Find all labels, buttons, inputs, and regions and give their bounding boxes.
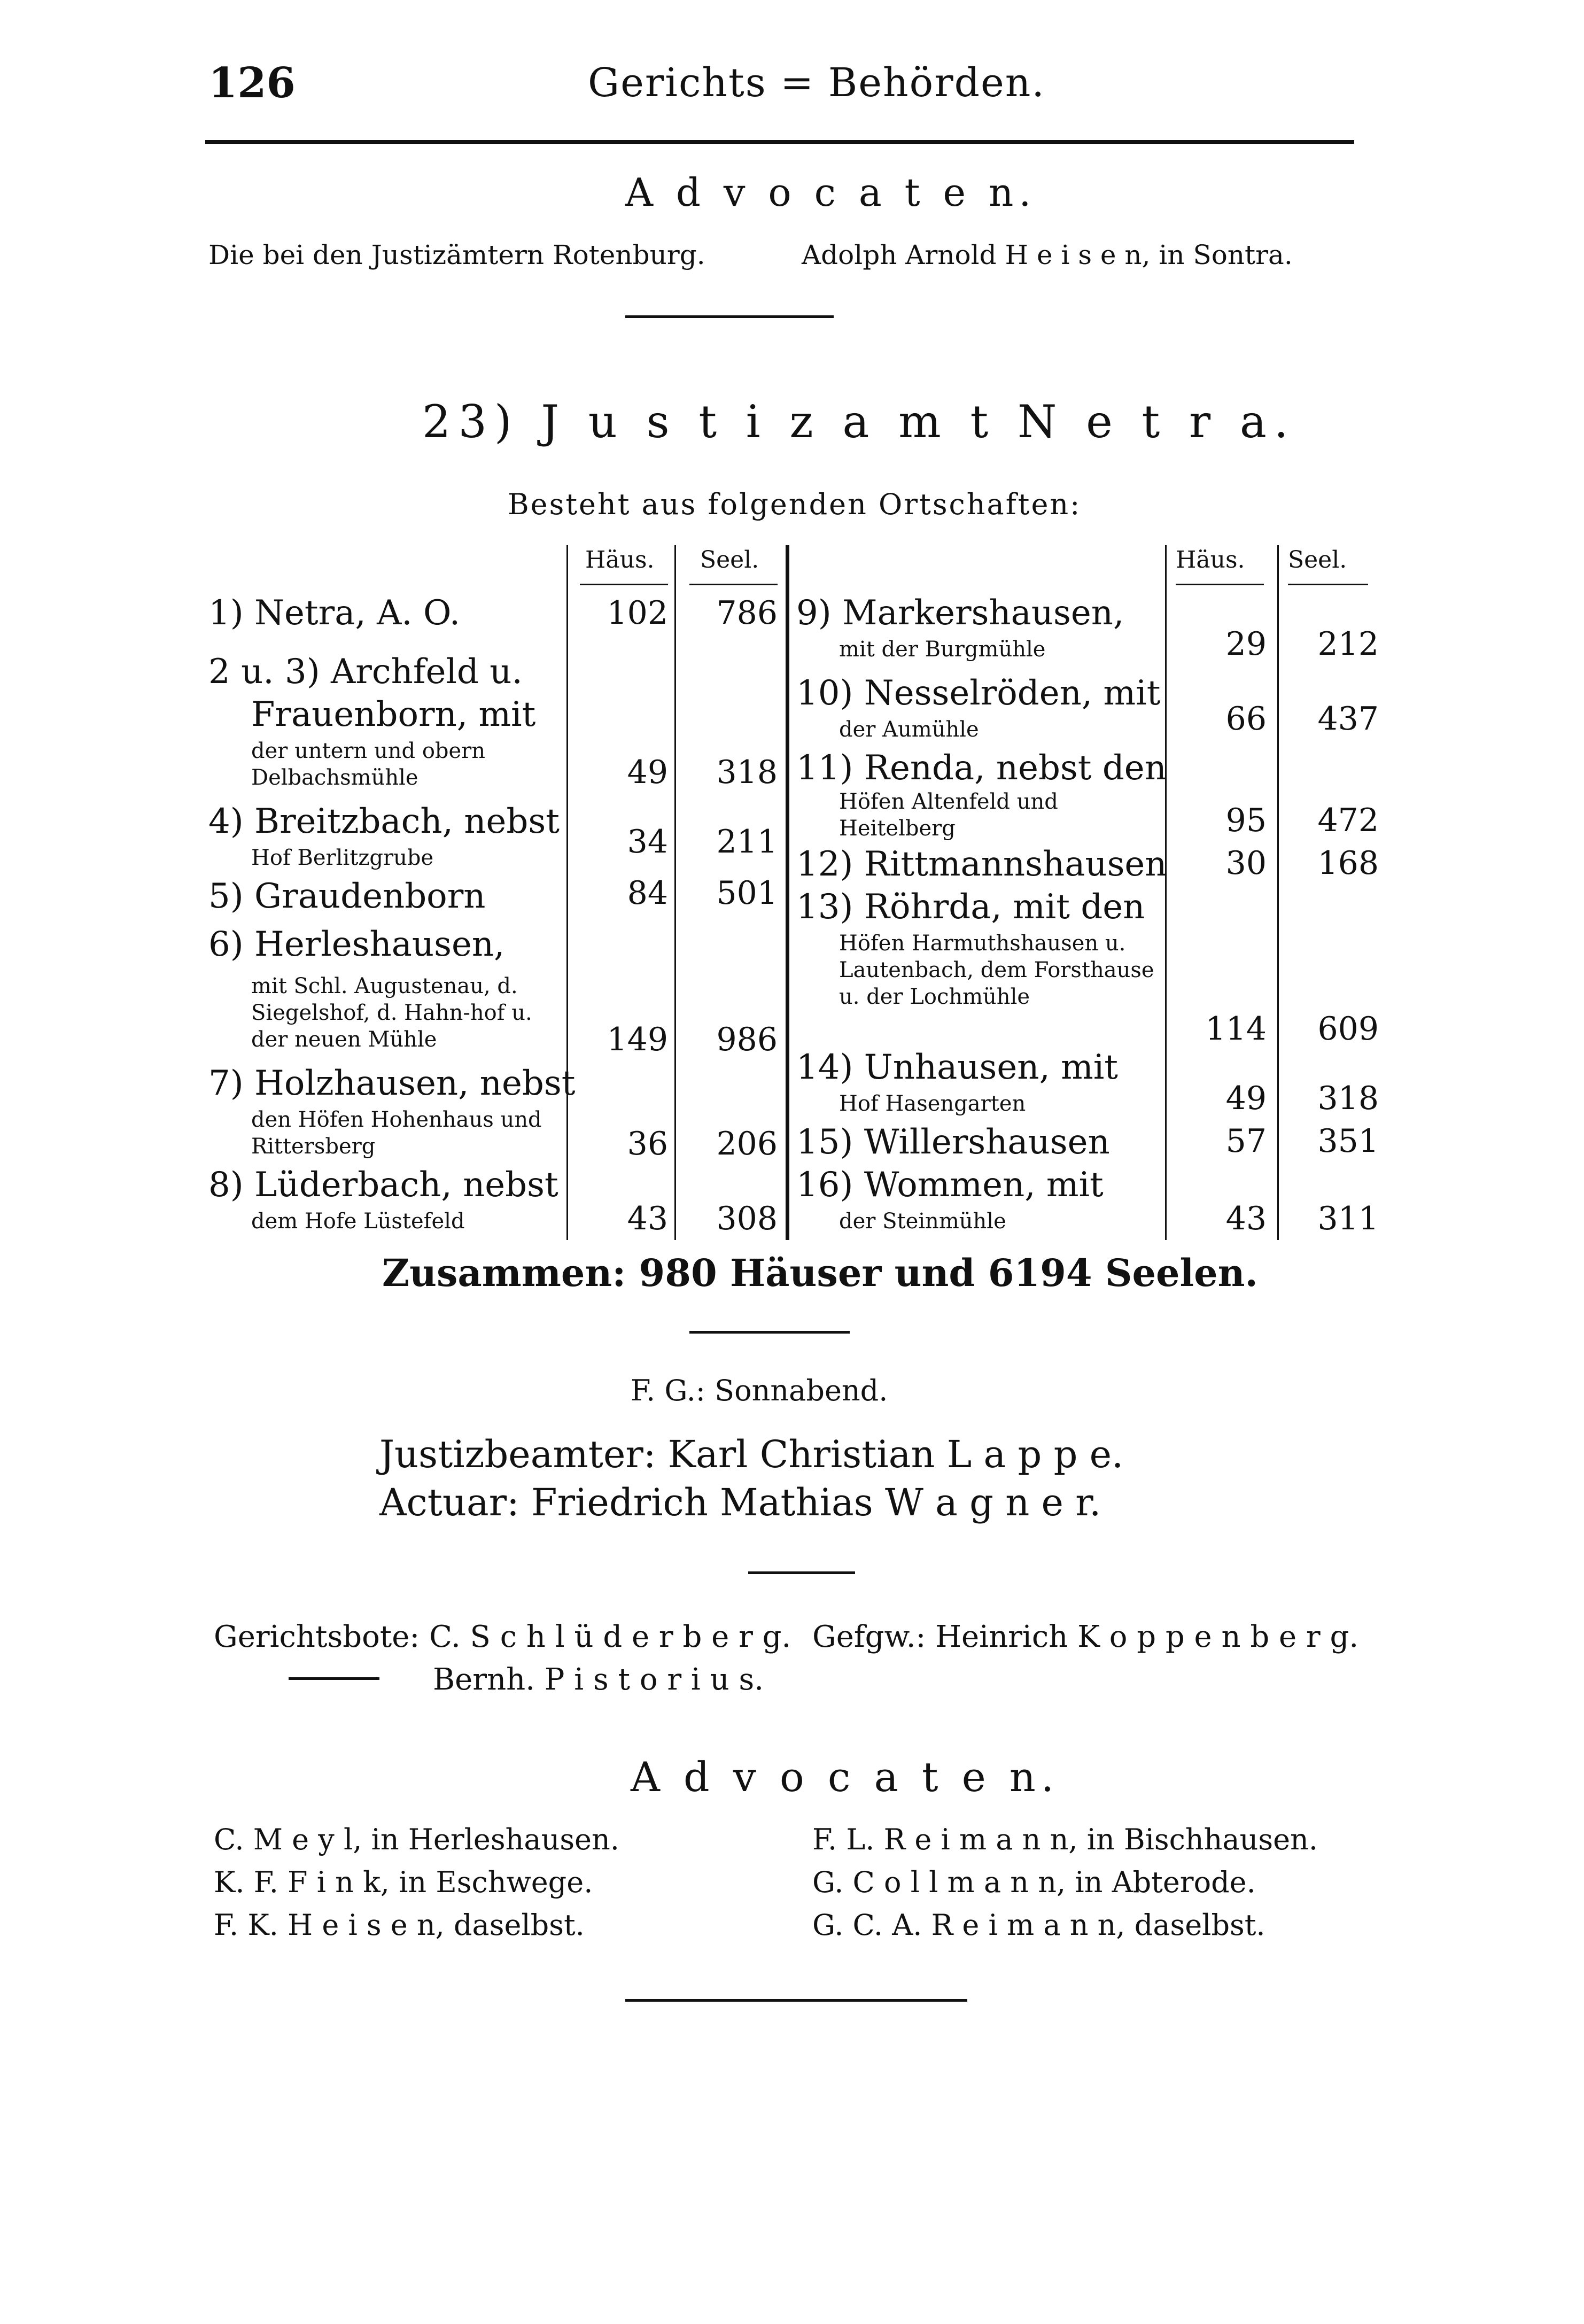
place-name: 16) Wommen, mit [796, 1165, 1104, 1205]
place-name: 5) Graudenborn [208, 877, 486, 916]
closing-rule [625, 1999, 967, 2002]
col-header-haus: Häus. [585, 546, 655, 574]
seel-value: 786 [716, 594, 778, 632]
haus-value: 30 [1225, 845, 1267, 882]
advocate-entry: C. M e y l, in Herleshausen. [214, 1823, 619, 1856]
place-detail: Hof Hasengarten [839, 1091, 1026, 1116]
seel-value: 986 [716, 1021, 778, 1058]
haus-value: 95 [1225, 802, 1267, 839]
col-header-seel: Seel. [1288, 546, 1347, 574]
running-title: Gerichts = Behörden. [588, 60, 1045, 106]
actuar-line: Actuar: Friedrich Mathias W a g n e r. [379, 1481, 1101, 1524]
seel-value: 437 [1317, 700, 1379, 738]
header-underline [580, 584, 668, 585]
header-underline [1176, 584, 1264, 585]
seel-value: 308 [716, 1200, 778, 1237]
gerichtsbote-line: Gerichtsbote: C. S c h l ü d e r b e r g. [214, 1620, 791, 1654]
advocate-entry: F. K. H e i s e n, daselbst. [214, 1908, 585, 1942]
seel-value: 318 [716, 754, 778, 791]
advocaten-top-right: Adolph Arnold H e i s e n, in Sontra. [802, 239, 1293, 270]
haus-value: 43 [627, 1200, 668, 1237]
place-name: 12) Rittmannshausen [796, 845, 1167, 884]
place-detail: der Steinmühle [839, 1209, 1006, 1234]
header-rule [205, 140, 1354, 144]
advocaten-bottom-heading: A d v o c a t e n. [631, 1753, 1059, 1801]
place-detail: der untern und obern Delbachsmühle [251, 739, 486, 790]
seel-value: 168 [1317, 845, 1379, 882]
place-name: 9) Markershausen, [796, 593, 1124, 633]
advocaten-top-heading: A d v o c a t e n. [625, 170, 1037, 215]
place-detail: mit der Burgmühle [839, 637, 1046, 662]
seel-value: 472 [1317, 802, 1379, 839]
seel-value: 609 [1317, 1010, 1379, 1048]
place-detail: den Höfen Hohenhaus und Rittersberg [251, 1107, 542, 1159]
ditto-rule [289, 1677, 379, 1680]
haus-value: 84 [627, 874, 668, 912]
page-number: 126 [208, 59, 296, 107]
divider [689, 1331, 850, 1334]
place-name: 7) Holzhausen, nebst [208, 1064, 576, 1103]
divider [748, 1571, 855, 1574]
seel-value: 501 [716, 874, 778, 912]
advocaten-top-left: Die bei den Justizämtern Rotenburg. [208, 239, 705, 270]
advocate-entry: K. F. F i n k, in Eschwege. [214, 1865, 593, 1899]
seel-value: 212 [1317, 625, 1379, 663]
haus-value: 36 [627, 1125, 668, 1163]
haus-value: 66 [1225, 700, 1267, 738]
seel-value: 318 [1317, 1080, 1379, 1117]
haus-value: 102 [607, 594, 668, 632]
place-name: 14) Unhausen, mit [796, 1048, 1118, 1087]
header-underline [689, 584, 778, 585]
advocate-entry: G. C o l l m a n n, in Abterode. [812, 1865, 1256, 1899]
advocate-entry: G. C. A. R e i m a n n, daselbst. [812, 1908, 1265, 1942]
haus-value: 43 [1225, 1200, 1267, 1237]
haus-value: 149 [607, 1021, 668, 1058]
place-detail: mit Schl. Augustenau, d. Siegelshof, d. Hahn-hof u. der neuen Mühle [251, 974, 532, 1052]
haus-value: 34 [627, 823, 668, 861]
place-name: 1) Netra, A. O. [208, 593, 461, 633]
haus-value: 49 [627, 754, 668, 791]
place-detail: Höfen Altenfeld und Heitelberg [839, 789, 1058, 841]
col-header-haus: Häus. [1176, 546, 1245, 574]
place-detail: Hof Berlitzgrube [251, 846, 434, 870]
table-rule [786, 545, 789, 1240]
haus-value: 29 [1225, 625, 1267, 663]
fg-line: F. G.: Sonnabend. [631, 1374, 888, 1407]
place-detail: dem Hofe Lüstefeld [251, 1209, 465, 1234]
seel-value: 211 [716, 823, 778, 861]
place-name: 13) Röhrda, mit den [796, 887, 1145, 927]
seel-value: 311 [1317, 1200, 1379, 1237]
haus-value: 49 [1225, 1080, 1267, 1117]
seel-value: 206 [716, 1125, 778, 1163]
section-subtitle: Besteht aus folgenden Ortschaften: [508, 487, 1082, 521]
place-name: 4) Breitzbach, nebst [208, 802, 560, 841]
place-name: 8) Lüderbach, nebst [208, 1165, 558, 1205]
place-name: 11) Renda, nebst den [796, 748, 1167, 788]
advocate-entry: F. L. R e i m a n n, in Bischhausen. [812, 1823, 1318, 1856]
gefgw-line: Gefgw.: Heinrich K o p p e n b e r g. [812, 1620, 1359, 1654]
col-header-seel: Seel. [700, 546, 759, 574]
seel-value: 351 [1317, 1122, 1379, 1160]
justizbeamter-line: Justizbeamter: Karl Christian L a p p e. [379, 1432, 1124, 1476]
place-name: Frauenborn, mit [251, 695, 536, 734]
place-detail: Höfen Harmuthshausen u. Lautenbach, dem Forsthause u. der Lochmühle [839, 931, 1154, 1009]
section-title: 23) J u s t i z a m t N e t r a. [422, 396, 1296, 448]
haus-value: 57 [1225, 1122, 1267, 1160]
place-name: 15) Willershausen [796, 1122, 1110, 1162]
haus-value: 114 [1205, 1010, 1267, 1048]
total-line: Zusammen: 980 Häuser und 6194 Seelen. [382, 1251, 1258, 1295]
place-name: 6) Herleshausen, [208, 925, 505, 964]
gerichtsbote-second-line: Bernh. P i s t o r i u s. [433, 1662, 764, 1697]
place-name: 2 u. 3) Archfeld u. [208, 652, 523, 692]
place-name: 10) Nesselröden, mit [796, 673, 1161, 713]
place-detail: der Aumühle [839, 717, 979, 742]
header-underline [1288, 584, 1368, 585]
divider [625, 315, 834, 318]
